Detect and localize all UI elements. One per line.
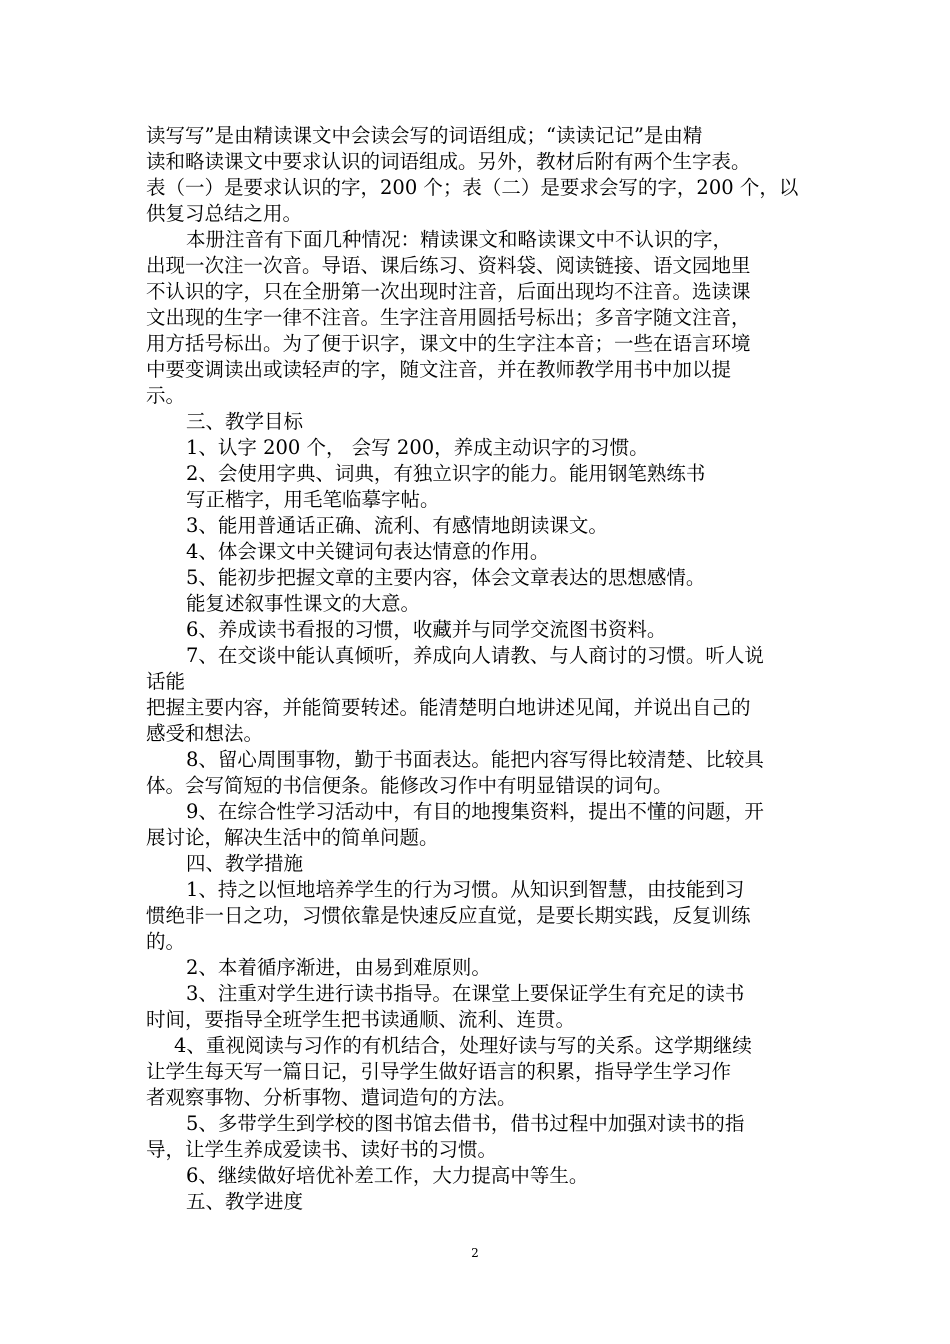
section-heading: 三、教学目标 bbox=[186, 410, 304, 433]
text-line: 不认识的字，只在全册第一次出现时注音，后面出现均不注音。选读课 bbox=[146, 280, 751, 303]
text-line: 4、体会课文中关键词句表达情意的作用。 bbox=[186, 540, 550, 563]
section-heading: 四、教学措施 bbox=[186, 852, 304, 875]
text-line: 展讨论，解决生活中的简单问题。 bbox=[146, 826, 439, 849]
text-line: 把握主要内容，并能简要转述。能清楚明白地讲述见闻，并说出自己的 bbox=[146, 696, 751, 719]
text-line: 1、认字 200 个， 会写 200，养成主动识字的习惯。 bbox=[186, 436, 649, 459]
text-line: 3、注重对学生进行读书指导。在课堂上要保证学生有充足的读书 bbox=[186, 982, 745, 1005]
text-line: 示。 bbox=[146, 384, 186, 407]
text-line: 8、留心周围事物，勤于书面表达。能把内容写得比较清楚、比较具 bbox=[186, 748, 764, 771]
text-line: 9、在综合性学习活动中，有目的地搜集资料，提出不懂的问题，开 bbox=[186, 800, 764, 823]
text-line: 5、能初步把握文章的主要内容，体会文章表达的思想感情。 bbox=[186, 566, 706, 589]
text-line: 7、在交谈中能认真倾听，养成向人请教、与人商讨的习惯。听人说 bbox=[186, 644, 764, 667]
text-line: 6、养成读书看报的习惯，收藏并与同学交流图书资料。 bbox=[186, 618, 667, 641]
text-line: 读和略读课文中要求认识的词语组成。另外，教材后附有两个生字表。 bbox=[146, 150, 751, 173]
text-line: 读写写”是由精读课文中会读会写的词语组成；“读读记记”是由精 bbox=[146, 124, 703, 147]
text-line: 感受和想法。 bbox=[146, 722, 264, 745]
text-line: 中要变调读出或读轻声的字，随文注音，并在教师教学用书中加以提 bbox=[146, 358, 732, 381]
text-line: 能复述叙事性课文的大意。 bbox=[186, 592, 421, 615]
text-line: 让学生每天写一篇日记，引导学生做好语言的积累，指导学生学习作 bbox=[146, 1060, 732, 1083]
text-line: 写正楷字，用毛笔临摹字帖。 bbox=[186, 488, 440, 511]
text-line: 6、继续做好培优补差工作，大力提高中等生。 bbox=[186, 1164, 589, 1187]
text-line: 时间，要指导全班学生把书读通顺、流利、连贯。 bbox=[146, 1008, 576, 1031]
text-line: 供复习总结之用。 bbox=[146, 202, 303, 225]
text-line: 的。 bbox=[146, 930, 186, 953]
text-line: 用方括号标出。为了便于识字，课文中的生字注本音；一些在语言环境 bbox=[146, 332, 751, 355]
text-line: 导，让学生养成爱读书、读好书的习惯。 bbox=[146, 1138, 498, 1161]
section-heading: 五、教学进度 bbox=[186, 1190, 304, 1213]
text-line: 2、会使用字典、词典，有独立识字的能力。能用钢笔熟练书 bbox=[186, 462, 706, 485]
text-line: 本册注音有下面几种情况：精读课文和略读课文中不认识的字， bbox=[186, 228, 733, 251]
text-line: 体。会写简短的书信便条。能修改习作中有明显错误的词句。 bbox=[146, 774, 673, 797]
text-line: 3、能用普通话正确、流利、有感情地朗读课文。 bbox=[186, 514, 608, 537]
text-line: 4、重视阅读与习作的有机结合，处理好读与写的关系。这学期继续 bbox=[174, 1034, 752, 1057]
text-line: 者观察事物、分析事物、遣词造句的方法。 bbox=[146, 1086, 517, 1109]
page-number: 2 bbox=[471, 1246, 479, 1260]
text-line: 出现一次注一次音。导语、课后练习、资料袋、阅读链接、语文园地里 bbox=[146, 254, 751, 277]
text-line: 5、多带学生到学校的图书馆去借书，借书过程中加强对读书的指 bbox=[186, 1112, 745, 1135]
text-line: 1、持之以恒地培养学生的行为习惯。从知识到智慧，由技能到习 bbox=[186, 878, 745, 901]
text-line: 表（一）是要求认识的字，200 个；表（二）是要求会写的字，200 个，以 bbox=[146, 176, 799, 199]
text-line: 2、本着循序渐进，由易到难原则。 bbox=[186, 956, 491, 979]
text-line: 惯绝非一日之功，习惯依靠是快速反应直觉，是要长期实践，反复训练 bbox=[146, 904, 751, 927]
text-line: 话能 bbox=[146, 670, 186, 693]
text-line: 文出现的生字一律不注音。生字注音用圆括号标出；多音字随文注音， bbox=[146, 306, 751, 329]
